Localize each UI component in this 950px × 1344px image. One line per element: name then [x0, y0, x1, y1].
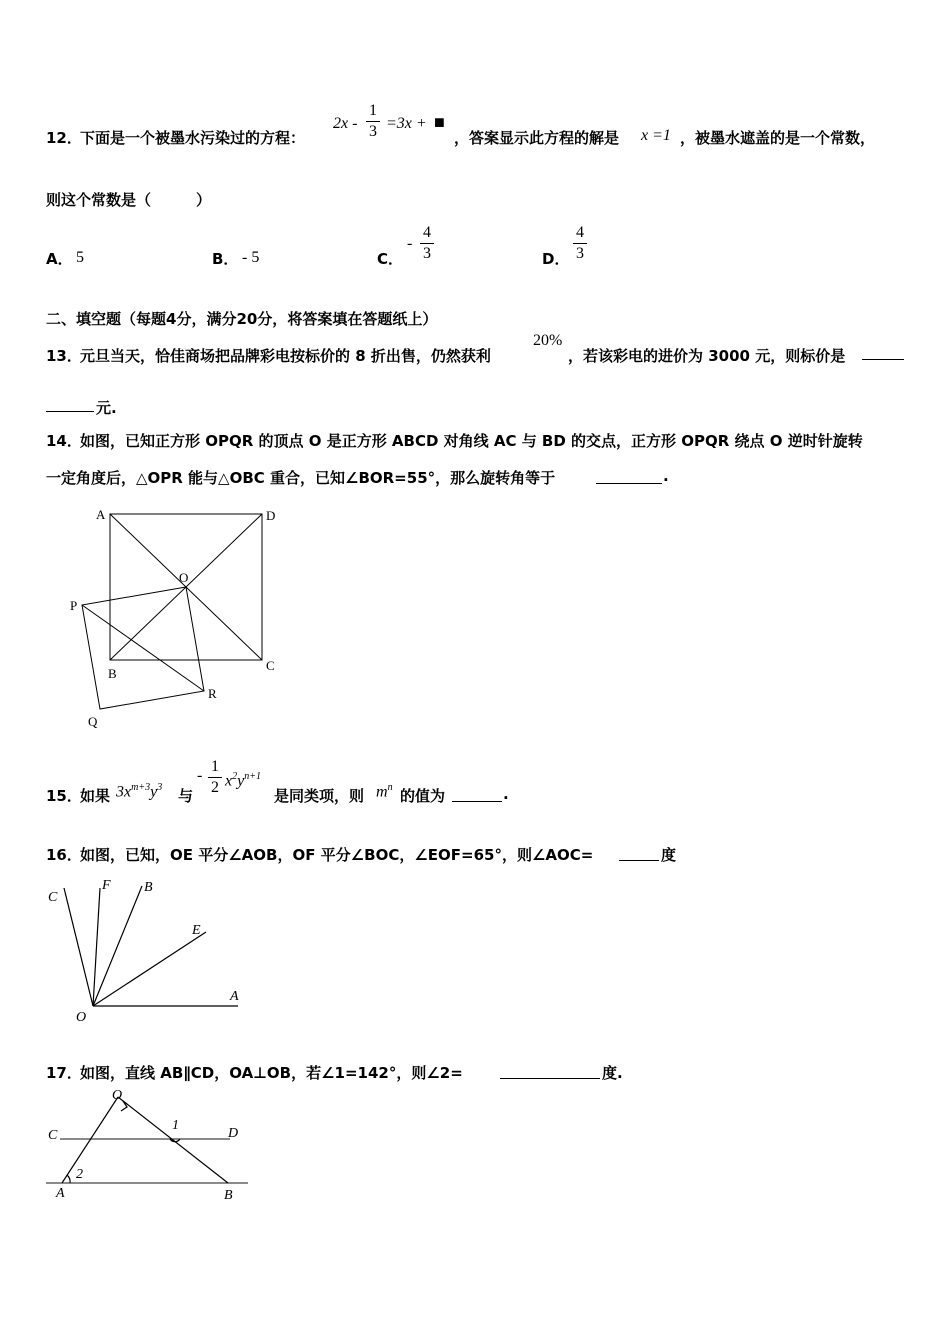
q17-label-c: C [48, 1128, 58, 1143]
q16-ray-ob [93, 886, 142, 1006]
q15-term2 [225, 771, 261, 790]
q12-eq-right: =3x + [386, 115, 427, 132]
q17-blank [500, 1078, 600, 1079]
q17-angle2-arc [67, 1175, 70, 1183]
q17-label-1: 1 [172, 1118, 179, 1133]
q16-number: 16． [46, 846, 82, 864]
q12-option-d-num: 4 [576, 224, 584, 241]
q12-option-a-label: A． [46, 250, 73, 268]
q16-figure [0, 870, 300, 1030]
q12-eq-fraction [366, 102, 380, 141]
q14-segment-pr [82, 605, 204, 691]
q14-figure [0, 500, 320, 740]
q17-label-d: D [228, 1126, 239, 1141]
q15-text-a: 如果 [80, 787, 111, 805]
q15-sign: - [197, 767, 203, 784]
q14-label-r: R [208, 686, 217, 701]
q16-text: 如图，已知，OE 平分∠AOB，OF 平分∠BOC，∠EOF=65°，则∠AOC= [80, 846, 594, 864]
q15-term2-xexp: 2 [232, 771, 238, 782]
q14-line2: 一定角度后，△OPR 能与△OBC 重合，已知∠BOR=55°，那么旋转角等于 [46, 469, 556, 487]
q17-segment-oa [62, 1097, 118, 1183]
q13-text-a: 元旦当天，恰佳商场把品牌彩电按标价的 8 折出售，仍然获利 [80, 347, 491, 365]
q14-label-c: C [266, 658, 275, 673]
q15-number: 15． [46, 787, 82, 805]
q17-label-a: A [56, 1186, 65, 1201]
section2-title: 二、填空题（每题4分，满分20分，将答案填在答题纸上） [46, 310, 438, 328]
q15-mn-base: m [376, 783, 388, 801]
q15-frac-num: 1 [211, 758, 219, 775]
q14-label-p: P [70, 598, 78, 613]
q17-label-o: O [112, 1088, 123, 1103]
q15-term1-exp: m+3 [131, 782, 151, 793]
q12-option-c-sign: - [407, 235, 413, 252]
q12-stem-b: ，答案显示此方程的解是 [454, 129, 620, 147]
q16-ray-oc [64, 888, 93, 1006]
q15-end: . [503, 785, 509, 803]
q15-term1 [116, 782, 162, 801]
q12-option-d-den: 3 [576, 245, 584, 262]
q12-eq-frac-den: 3 [369, 123, 377, 140]
q14-label-b: B [108, 666, 117, 681]
q15-term2-yexp: n+1 [244, 771, 261, 782]
q12-option-c-num: 4 [423, 224, 431, 241]
q16-label-b: B [144, 880, 153, 895]
q16-ray-of [93, 888, 100, 1006]
q12-option-b-label: B． [212, 250, 239, 268]
q12-eq-frac-num: 1 [369, 102, 377, 119]
q14-label-q: Q [88, 714, 98, 729]
q12-option-c-label: C． [377, 250, 404, 268]
q12-solution: x =1 [641, 127, 671, 144]
q13-text-b: ，若该彩电的进价为 3000 元，则标价是 [568, 347, 846, 365]
q14-number: 14． [46, 432, 82, 450]
q15-blank [452, 801, 502, 802]
q12-option-d-label: D． [542, 250, 570, 268]
q16-label-a: A [230, 989, 239, 1004]
q12-option-d-fraction [573, 224, 587, 263]
q17-text: 如图，直线 AB∥CD，OA⊥OB，若∠1=142°，则∠2= [80, 1064, 463, 1082]
q13-blank-2 [46, 411, 94, 412]
q14-label-d: D [266, 508, 276, 523]
q12-line2: 则这个常数是（ ） [46, 191, 212, 209]
q16-blank [619, 860, 659, 861]
q14-blank [596, 483, 662, 484]
q15-text-c: 的值为 [400, 787, 446, 805]
q14-end: . [663, 467, 669, 485]
q15-term1-base: 3x [116, 783, 132, 801]
q17-end: 度. [602, 1064, 623, 1082]
q16-label-f: F [102, 878, 111, 893]
q12-option-b-value: - 5 [242, 249, 260, 266]
q17-label-b: B [224, 1188, 233, 1203]
q14-label-a: A [96, 507, 106, 522]
q16-label-o: O [76, 1010, 87, 1025]
q12-eq-left: 2x - [333, 115, 358, 132]
q12-ink-block: ■ [434, 112, 445, 132]
q16-label-c: C [48, 890, 58, 905]
q17-segment-ob [118, 1097, 228, 1183]
q15-term1-yexp: 3 [157, 782, 163, 793]
q13-blank-1 [862, 359, 904, 360]
q13-percent: 20% [533, 332, 563, 349]
q12-option-c-fraction [420, 224, 434, 263]
q15-mn [376, 782, 393, 801]
q15-with: 与 [178, 787, 194, 805]
q12-stem-c: ，被墨水遮盖的是一个常数， [680, 129, 876, 147]
q15-frac-den: 2 [211, 779, 219, 796]
q12-stem-a: 下面是一个被墨水污染过的方程： [80, 129, 306, 147]
q15-term1-y: y [150, 783, 158, 801]
q17-number: 17． [46, 1064, 82, 1082]
q14-label-o: O [179, 570, 189, 585]
q16-end: 度 [661, 846, 677, 864]
q15-fraction [208, 758, 222, 797]
q15-mn-exp: n [387, 782, 393, 793]
q16-label-e: E [192, 923, 201, 938]
q13-line2-end: 元. [96, 399, 117, 417]
q12-number: 12． [46, 129, 82, 147]
q15-text-b: 是同类项，则 [274, 787, 365, 805]
q16-ray-oe [93, 932, 206, 1006]
q15-term2-x: x [225, 772, 233, 790]
q15-term2-y: y [237, 772, 245, 790]
q12-option-a-value: 5 [76, 249, 84, 266]
q17-label-2: 2 [76, 1167, 83, 1182]
q12-option-c-den: 3 [423, 245, 431, 262]
q14-line1: 如图，已知正方形 OPQR 的顶点 O 是正方形 ABCD 对角线 AC 与 BD 的交点，正方形 OPQR 绕点 O 逆时针旋转 [80, 432, 863, 450]
q13-number: 13． [46, 347, 82, 365]
q17-figure [0, 1085, 300, 1215]
